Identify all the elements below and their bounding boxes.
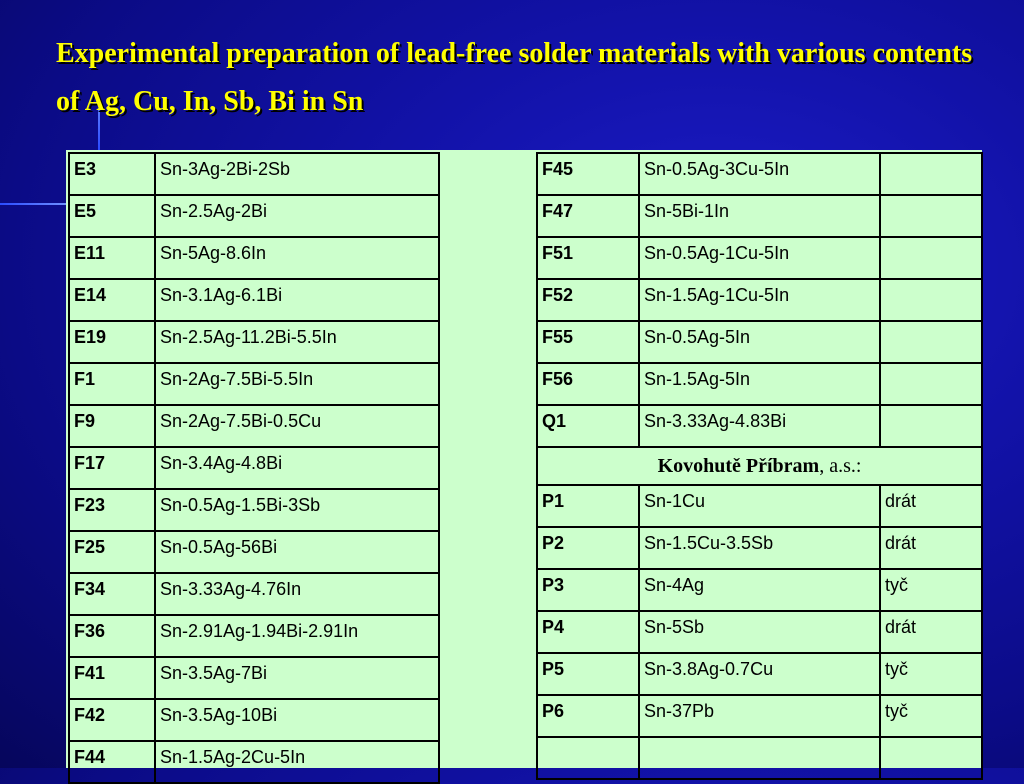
alloy-composition-cell: Sn-3.5Ag-10Bi [155, 699, 439, 741]
table-row [69, 153, 439, 195]
alloy-composition-cell: Sn-3.33Ag-4.76In [155, 573, 439, 615]
alloy-composition-cell: Sn-3.4Ag-4.8Bi [155, 447, 439, 489]
alloy-composition-cell: Sn-2.5Ag-2Bi [155, 195, 439, 237]
table-row [69, 657, 439, 699]
table-row [69, 195, 439, 237]
alloy-composition-cell: Sn-2.5Ag-11.2Bi-5.5In [155, 321, 439, 363]
alloy-composition-cell: Sn-37Pb [639, 695, 880, 737]
alloy-composition-cell: Sn-3.1Ag-6.1Bi [155, 279, 439, 321]
sample-code-cell: F47 [537, 195, 639, 237]
alloy-composition-cell: Sn-3.33Ag-4.83Bi [639, 405, 880, 447]
sample-code-cell: F1 [69, 363, 155, 405]
sample-code-cell: F36 [69, 615, 155, 657]
product-form-cell: tyč [880, 569, 982, 611]
table-row [69, 237, 439, 279]
alloy-composition-cell: Sn-1.5Ag-5In [639, 363, 880, 405]
sample-code-cell: P6 [537, 695, 639, 737]
sample-code-cell: P3 [537, 569, 639, 611]
sample-code-cell: E19 [69, 321, 155, 363]
sample-code-cell: E11 [69, 237, 155, 279]
alloy-composition-cell: Sn-1.5Cu-3.5Sb [639, 527, 880, 569]
product-form-cell [880, 153, 982, 195]
table-row [69, 489, 439, 531]
company-name: Kovohutě Příbram [657, 455, 820, 477]
table-row [537, 737, 982, 779]
sample-code-cell: F9 [69, 405, 155, 447]
left-alloy-table [68, 152, 440, 784]
table-row [69, 573, 439, 615]
decorative-horizontal-line [0, 203, 66, 205]
sample-code-cell: F17 [69, 447, 155, 489]
product-form-cell [880, 237, 982, 279]
table-row [69, 615, 439, 657]
table-row [69, 279, 439, 321]
sample-code-cell: F41 [69, 657, 155, 699]
table-row [537, 527, 982, 569]
product-form-cell [880, 321, 982, 363]
alloy-composition-cell: Sn-3.5Ag-7Bi [155, 657, 439, 699]
table-row [69, 321, 439, 363]
sample-code-cell: E5 [69, 195, 155, 237]
table-row [537, 237, 982, 279]
sample-code-cell: P1 [537, 485, 639, 527]
company-header-row [537, 447, 982, 485]
alloy-composition-cell: Sn-0.5Ag-5In [639, 321, 880, 363]
slide-title: Experimental preparation of lead-free solder materials with various contents of Ag, Cu, In, Sb, Bi in Sn [56, 38, 973, 117]
sample-code-cell: F45 [537, 153, 639, 195]
product-form-cell [880, 363, 982, 405]
product-form-cell: tyč [880, 653, 982, 695]
product-form-cell: drát [880, 527, 982, 569]
table-row [69, 363, 439, 405]
table-row [537, 569, 982, 611]
sample-code-cell: Q1 [537, 405, 639, 447]
alloy-composition-cell: Sn-2.91Ag-1.94Bi-2.91In [155, 615, 439, 657]
sample-code-cell: F51 [537, 237, 639, 279]
company-name-cell [537, 447, 982, 485]
alloy-composition-cell: Sn-0.5Ag-1Cu-5In [639, 237, 880, 279]
alloy-composition-cell: Sn-1Cu [639, 485, 880, 527]
alloy-composition-cell: Sn-3.8Ag-0.7Cu [639, 653, 880, 695]
table-row [537, 195, 982, 237]
sample-code-cell: P2 [537, 527, 639, 569]
sample-code-cell: E14 [69, 279, 155, 321]
table-row [69, 741, 439, 783]
table-row [69, 699, 439, 741]
table-row [69, 405, 439, 447]
alloy-composition-cell: Sn-1.5Ag-1Cu-5In [639, 279, 880, 321]
product-form-cell: drát [880, 611, 982, 653]
right-alloy-table [536, 152, 983, 780]
sample-code-cell: F55 [537, 321, 639, 363]
table-row [69, 447, 439, 489]
table-row [537, 363, 982, 405]
table-row [69, 531, 439, 573]
alloy-composition-cell: Sn-2Ag-7.5Bi-5.5In [155, 363, 439, 405]
table-row [537, 485, 982, 527]
alloy-composition-cell: Sn-5Bi-1In [639, 195, 880, 237]
sample-code-cell: E3 [69, 153, 155, 195]
product-form-cell: tyč [880, 695, 982, 737]
product-form-cell [880, 195, 982, 237]
sample-code-cell [537, 737, 639, 779]
table-row [537, 279, 982, 321]
sample-code-cell: F25 [69, 531, 155, 573]
table-row [537, 321, 982, 363]
alloy-composition-cell: Sn-0.5Ag-3Cu-5In [639, 153, 880, 195]
sample-code-cell: F34 [69, 573, 155, 615]
sample-code-cell: F42 [69, 699, 155, 741]
sample-code-cell: F44 [69, 741, 155, 783]
table-row [537, 405, 982, 447]
sample-code-cell: P4 [537, 611, 639, 653]
product-form-cell: drát [880, 485, 982, 527]
alloy-composition-cell: Sn-0.5Ag-1.5Bi-3Sb [155, 489, 439, 531]
alloy-composition-cell: Sn-5Ag-8.6In [155, 237, 439, 279]
sample-code-cell: F56 [537, 363, 639, 405]
table-row [537, 153, 982, 195]
alloy-composition-cell: Sn-2Ag-7.5Bi-0.5Cu [155, 405, 439, 447]
alloy-composition-cell: Sn-0.5Ag-56Bi [155, 531, 439, 573]
alloy-composition-cell: Sn-4Ag [639, 569, 880, 611]
company-suffix: , a.s.: [819, 455, 862, 477]
product-form-cell [880, 405, 982, 447]
product-form-cell [880, 737, 982, 779]
alloy-composition-cell: Sn-5Sb [639, 611, 880, 653]
sample-code-cell: F52 [537, 279, 639, 321]
table-row [537, 653, 982, 695]
alloy-composition-cell [639, 737, 880, 779]
sample-code-cell: P5 [537, 653, 639, 695]
product-form-cell [880, 279, 982, 321]
sample-code-cell: F23 [69, 489, 155, 531]
table-row [537, 695, 982, 737]
table-row [537, 611, 982, 653]
alloy-composition-cell: Sn-3Ag-2Bi-2Sb [155, 153, 439, 195]
alloy-composition-cell: Sn-1.5Ag-2Cu-5In [155, 741, 439, 783]
